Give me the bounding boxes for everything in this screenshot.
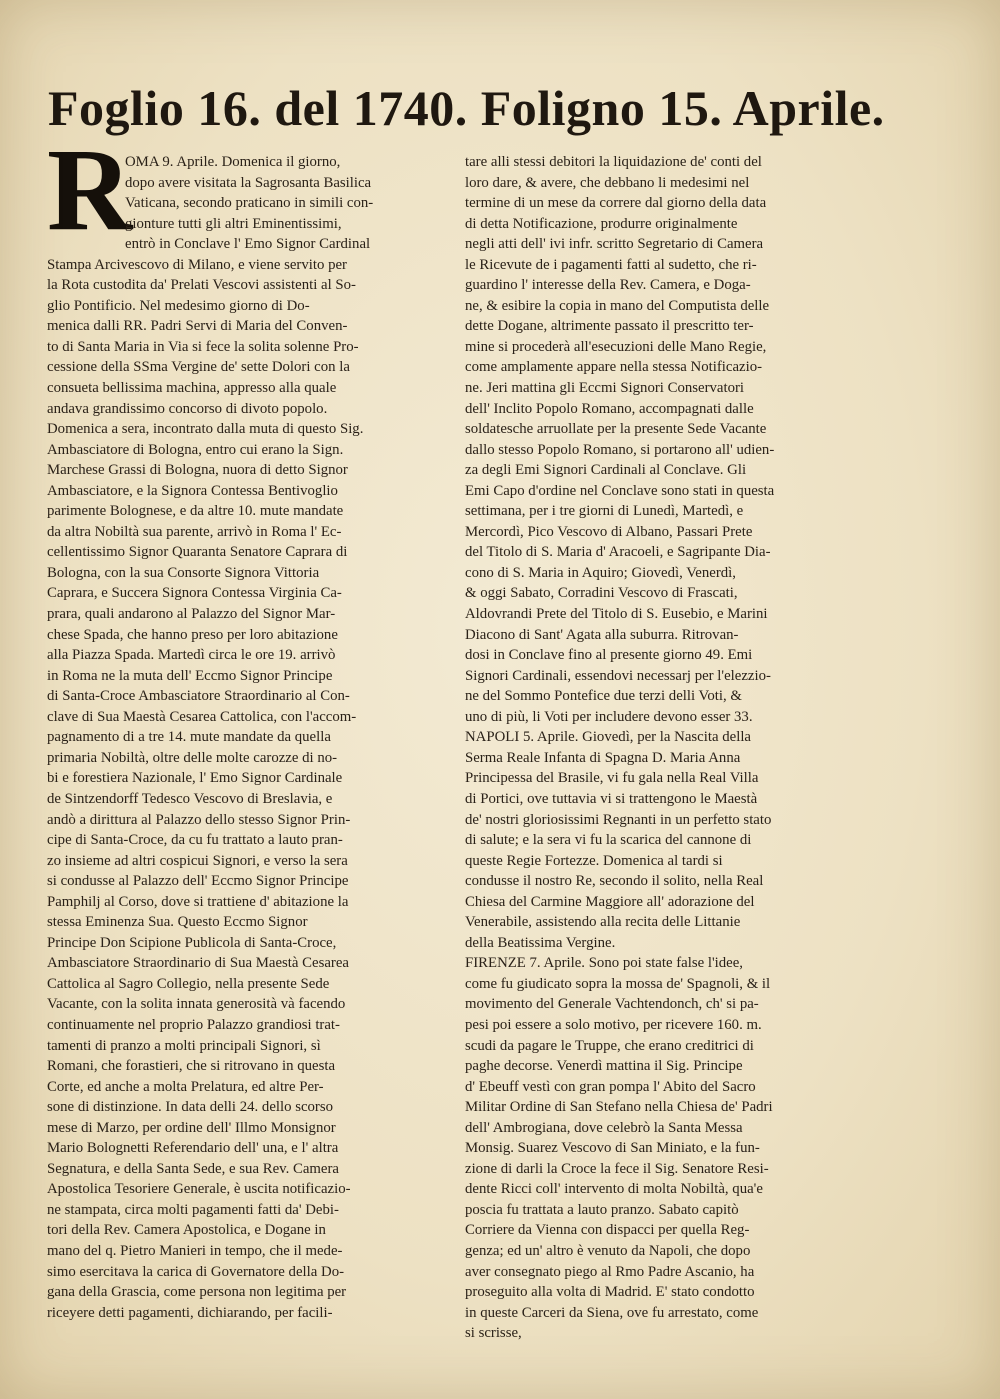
text-line: consueta bellissima machina, appresso alla quale [47,380,337,397]
text-line: tare alli stessi debitori la liquidazione de' conti del [465,154,762,170]
text-line: clave di Sua Maestà Cesarea Cattolica, con l'accom- [47,708,357,725]
text-line: aver consegnato piego al Rmo Padre Ascanio, ha [465,1263,755,1280]
text-line: andava grandissimo concorso di divoto popolo. [47,400,328,417]
text-line: uno di più, li Voti per includere devono esser 33. [465,708,753,725]
text-line: ne del Sommo Pontefice due terzi delli Voti, & [465,688,742,705]
text-line: zo insieme ad altri cospicui Signori, e verso la sera [47,852,348,869]
text-line: stessa Eminenza Sua. Questo Eccmo Signor [47,914,308,931]
left-column [47,152,452,1323]
text-line: simo esercitava la carica di Governatore della Do- [47,1263,345,1280]
text-line: condusse il nostro Re, secondo il solito, nella Real [465,873,764,890]
text-line: de Sintzendorff Tedesco Vescovo di Breslavia, e [47,790,333,807]
right-column [465,152,870,1344]
text-line: Corte, ed anche a molta Prelatura, ed altre Per- [47,1078,324,1095]
text-line: Segnatura, e della Santa Sede, e sua Rev. Camera [47,1160,339,1177]
text-line: in Roma ne la muta dell' Eccmo Signor Principe [47,667,333,684]
drop-cap-initial: R [47,124,133,255]
text-line: dosi in Conclave fino al presente giorno 49. Emi [465,647,753,664]
text-line: del Titolo di S. Maria d' Aracoeli, e Sagripante Dia- [465,544,771,561]
text-line: Marchese Grassi di Bologna, nuora di detto Signor [47,462,348,479]
text-line: parimente Bolognese, e da altre 10. mute mandate [47,503,344,520]
text-line: tamenti di pranzo a molti principali Signori, sì [47,1037,321,1054]
text-line: dopo avere visitata la Sagrosanta Basilica [125,174,372,191]
text-line: Vaticana, secondo praticano in simili con- [125,195,374,212]
page-title: Foglio 16. del 1740. Foligno 15. Aprile. [48,80,885,136]
text-line: proseguito alla volta di Madrid. E' stato condotto [465,1284,755,1301]
text-line: queste Regie Fortezze. Domenica al tardi si [465,852,723,869]
text-line: da altra Nobiltà sua parente, arrivò in Roma l' Ec- [47,523,342,540]
text-line: di Portici, ove tuttavia vi si trattengono le Maestà [465,790,758,807]
text-line: scudi da pagare le Truppe, che erano creditrici di [465,1037,754,1054]
text-line: Ambasciatore, e la Signora Contessa Bentivoglio [47,482,338,499]
text-line: tori della Rev. Camera Apostolica, e Dogane in [47,1222,326,1239]
text-line: dallo stesso Popolo Romano, si portarono all' udien- [465,441,775,458]
text-line: Pamphilj al Corso, dove si trattiene d' abitazione la [47,893,349,910]
text-line: Principessa del Brasile, vi fu gala nella Real Villa [465,770,759,787]
text-line: Bologna, con la sua Consorte Signora Vittoria [47,564,320,581]
text-line: continuamente nel proprio Palazzo grandiosi trat- [47,1016,340,1033]
text-line: Cattolica al Sagro Collegio, nella presente Sede [47,975,330,992]
text-line: settimana, per i tre giorni di Lunedì, Martedì, e [465,503,744,520]
text-line: Ambasciatore Straordinario di Sua Maestà Cesarea [47,955,349,972]
text-line: soldatesche arruollate per la presente Sede Vacante [465,421,767,438]
text-line: la Rota custodita da' Prelati Vescovi assistenti al So- [47,277,356,294]
text-line: Aldovrandi Prete del Titolo di S. Eusebio, e Marini [465,606,768,623]
text-line: Signori Cardinali, essendovi necessarj per l'elezzio- [465,667,771,684]
text-line: cono di S. Maria in Aquiro; Giovedì, Venerdì, [465,564,736,581]
text-line: dette Dogane, altrimente passato il prescritto ter- [465,318,754,335]
text-line: Romani, che forastieri, che si ritrovano in questa [47,1058,336,1075]
text-line: za degli Emi Signori Cardinali al Conclave. Gli [465,462,747,479]
text-line: Mercordì, Pico Vescovo di Albano, Passari Prete [465,523,753,540]
text-line: glio Pontificio. Nel medesimo giorno di Do- [47,297,310,314]
text-line: pesi poi essere a solo motivo, per ricevere 160. m. [465,1016,762,1033]
text-line: di detta Notificazione, produrre originalmente [465,215,738,232]
text-line: Militar Ordine di San Stefano nella Chiesa de' Padri [465,1099,773,1116]
text-line: cessione della SSma Vergine de' sette Dolori con la [47,359,350,376]
text-line: dell' Ambrogiana, dove celebrò la Santa Messa [465,1119,743,1136]
text-line: Stampa Arcivescovo di Milano, e viene servito per [47,256,347,273]
text-line: Caprara, e Succera Signora Contessa Virginia Ca- [47,585,342,602]
text-line: le Ricevute de i pagamenti fatti al sudetto, che ri- [465,256,757,273]
text-line: mine si procederà all'esecuzioni delle Mano Regie, [465,338,767,355]
text-line: della Beatissima Vergine. [465,934,616,951]
text-line: loro dare, & avere, che debbano li medesimi nel [465,174,750,191]
text-line: Venerabile, assistendo alla recita delle Littanie [465,914,741,931]
text-line: in queste Carceri da Siena, ove fu arrestato, come [465,1304,759,1321]
text-line: Vacante, con la solita innata generosità và facendo [47,996,346,1013]
text-line: dente Ricci coll' intervento di molta Nobiltà, qua'e [465,1181,763,1198]
text-line: Serma Reale Infanta di Spagna D. Maria Anna [465,749,741,766]
text-line: come fu giudicato sopra la mossa de' Spagnoli, & il [465,975,771,992]
text-line: menica dalli RR. Padri Servi di Maria del Conven- [47,318,348,335]
text-line: cellentissimo Signor Quaranta Senatore Caprara di [47,544,348,561]
text-line: negli atti dell' ivi infr. scritto Segretario di Camera [465,236,764,253]
text-line: si condusse al Palazzo dell' Eccmo Signor Principe [47,873,349,890]
text-line: OMA 9. Aprile. Domenica il giorno, [125,154,341,170]
text-line: mano del q. Pietro Manieri in tempo, che il mede- [47,1242,343,1259]
text-line: primaria Nobiltà, oltre delle molte carozze di no- [47,749,338,766]
text-line: Diacono di Sant' Agata alla suburra. Ritrovan- [465,626,739,643]
text-line: di Santa-Croce Ambasciatore Straordinario al Con- [47,688,350,705]
text-line: si scrisse, [465,1325,522,1342]
text-line: sone di distinzione. In data delli 24. dello scorso [47,1099,334,1116]
text-line: Ambasciatore di Bologna, entro cui erano la Sign. [47,441,344,458]
text-line: andò a dirittura al Palazzo dello stesso Signor Prin- [47,811,351,828]
text-line: movimento del Generale Vachtendonch, ch' si pa- [465,996,759,1013]
text-line: termine di un mese da correre dal giorno della data [465,195,767,212]
text-line: alla Piazza Spada. Martedì circa le ore 19. arrivò [47,647,336,664]
text-line: entrò in Conclave l' Emo Signor Cardinal [125,236,371,253]
text-line: dell' Inclito Popolo Romano, accompagnati dalle [465,400,754,417]
text-line: FIRENZE 7. Aprile. Sono poi state false l'idee, [465,955,744,972]
text-line: Chiesa del Carmine Maggiore all' adorazione del [465,893,755,910]
text-line: Mario Bolognetti Referendario dell' una, e l' altra [47,1140,339,1157]
text-line: cipe di Santa-Croce, da cu fu trattato a lauto pran- [47,832,343,849]
text-line: de' nostri gloriosissimi Regnanti in un perfetto stato [465,811,772,828]
text-line: gana della Grascia, come persona non legitima per [47,1284,347,1301]
text-line: Domenica a sera, incontrato dalla muta di questo Sig. [47,421,364,438]
text-line: ne stampata, circa molti pagamenti fatti da' Debi- [47,1201,339,1218]
text-line: ne, & esibire la copia in mano del Computista delle [465,297,770,314]
text-line: gionture tutti gli altri Eminentissimi, [125,215,342,232]
text-line: guardino l' interesse della Rev. Camera, e Doga- [465,277,751,294]
text-line: chese Spada, che hanno preso per loro abitazione [47,626,338,643]
text-line: Principe Don Scipione Publicola di Santa-Croce, [47,934,337,951]
text-line: pagnamento di a tre 14. mute mandate da quella [47,729,331,746]
text-line: & oggi Sabato, Corradini Vescovo di Frascati, [465,585,738,602]
text-line: ne. Jeri mattina gli Eccmi Signori Conservatori [465,380,745,397]
text-line: Emi Capo d'ordine nel Conclave sono stati in questa [465,482,775,499]
text-line: bi e forestiera Nazionale, l' Emo Signor Cardinale [47,770,343,787]
text-line: NAPOLI 5. Aprile. Giovedì, per la Nascita della [465,729,751,746]
text-line: come amplamente appare nella stessa Notificazio- [465,359,763,376]
text-line: prara, quali andarono al Palazzo del Signor Mar- [47,606,336,623]
text-line: mese di Marzo, per ordine dell' Illmo Monsignor [47,1119,336,1136]
text-line: zione di darli la Croce la fece il Sig. Senatore Resi- [465,1160,769,1177]
text-line: Corriere da Vienna con dispacci per quella Reg- [465,1222,750,1239]
text-line: d' Ebeuff vestì con gran pompa l' Abito del Sacro [465,1078,756,1095]
text-line: poscia fu trattata a lauto pranzo. Sabato capitò [465,1201,739,1218]
text-line: genza; ed un' altro è venuto da Napoli, che dopo [465,1242,751,1259]
text-line: Monsig. Suarez Vescovo di San Miniato, e la fun- [465,1140,760,1157]
text-line: Apostolica Tesoriere Generale, è uscita notificazio- [47,1181,351,1198]
text-line: di salute; e la sera vi fu la scarica del cannone di [465,832,752,849]
text-line: paghe decorse. Venerdì mattina il Sig. Principe [465,1058,743,1075]
text-line: riceyere detti pagamenti, dichiarando, per facili- [47,1304,333,1321]
text-line: to di Santa Maria in Via si fece la solita solenne Pro- [47,338,359,355]
